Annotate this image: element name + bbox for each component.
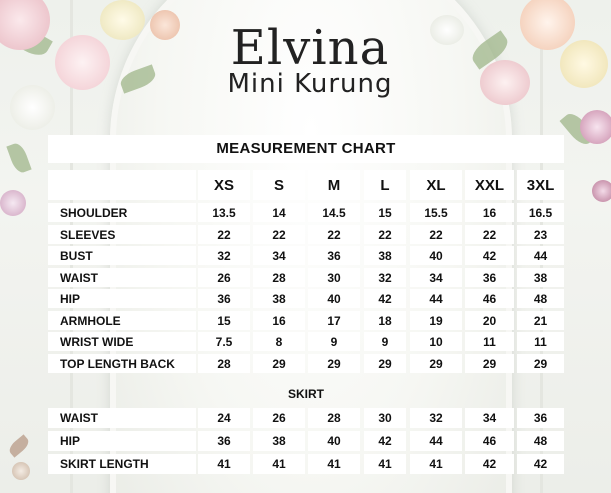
size-header-cell: XL — [410, 170, 462, 200]
measurement-cell: 28 — [253, 268, 305, 287]
row-label: BUST — [48, 246, 196, 265]
row-label: TOP LENGTH BACK — [48, 354, 196, 373]
measurement-cell: 29 — [253, 354, 305, 373]
measurement-cell: 22 — [253, 225, 305, 244]
skirt-measurement-cell: 40 — [308, 431, 360, 451]
skirt-measurement-cell: 44 — [410, 431, 462, 451]
measurement-cell: 17 — [308, 311, 360, 330]
measurement-cell: 36 — [308, 246, 360, 265]
skirt-measurement-cell: 34 — [465, 408, 514, 428]
measurement-cell: 38 — [253, 289, 305, 308]
flower-decoration — [592, 180, 611, 202]
measurement-cell: 42 — [364, 289, 406, 308]
measurement-cell: 34 — [253, 246, 305, 265]
leaf-decoration — [7, 434, 32, 457]
measurement-cell: 16 — [465, 203, 514, 222]
flower-decoration — [100, 0, 145, 40]
measurement-cell: 15 — [364, 203, 406, 222]
flower-decoration — [430, 15, 464, 45]
measurement-cell: 7.5 — [198, 332, 250, 351]
measurement-cell: 16.5 — [517, 203, 564, 222]
measurement-cell: 22 — [364, 225, 406, 244]
skirt-section-label: SKIRT — [288, 387, 324, 401]
skirt-measurement-cell: 26 — [253, 408, 305, 428]
brand-title: Elvina — [230, 20, 390, 76]
skirt-measurement-cell: 46 — [465, 431, 514, 451]
row-label: WRIST WIDE — [48, 332, 196, 351]
flower-decoration — [0, 190, 26, 216]
skirt-measurement-cell: 38 — [253, 431, 305, 451]
measurement-cell: 34 — [410, 268, 462, 287]
skirt-measurement-cell: 41 — [308, 454, 360, 474]
size-header-cell: XS — [198, 170, 250, 200]
row-label: HIP — [48, 289, 196, 308]
row-label: ARMHOLE — [48, 311, 196, 330]
brand-logo — [205, 22, 415, 98]
measurement-cell: 40 — [410, 246, 462, 265]
measurement-cell: 15.5 — [410, 203, 462, 222]
measurement-cell: 38 — [517, 268, 564, 287]
measurement-cell: 22 — [465, 225, 514, 244]
measurement-cell: 44 — [517, 246, 564, 265]
flower-decoration — [55, 35, 110, 90]
skirt-measurement-cell: 36 — [517, 408, 564, 428]
flower-decoration — [560, 40, 608, 88]
measurement-cell: 11 — [465, 332, 514, 351]
measurement-cell: 26 — [198, 268, 250, 287]
skirt-measurement-cell: 30 — [364, 408, 406, 428]
measurement-cell: 30 — [308, 268, 360, 287]
measurement-cell: 42 — [465, 246, 514, 265]
measurement-cell: 29 — [465, 354, 514, 373]
measurement-cell: 40 — [308, 289, 360, 308]
skirt-measurement-cell: 32 — [410, 408, 462, 428]
measurement-cell: 14 — [253, 203, 305, 222]
skirt-measurement-cell: 48 — [517, 431, 564, 451]
measurement-cell: 9 — [308, 332, 360, 351]
measurement-cell: 29 — [308, 354, 360, 373]
size-header-cell: S — [253, 170, 305, 200]
flower-decoration — [520, 0, 575, 50]
measurement-cell: 48 — [517, 289, 564, 308]
measurement-cell: 19 — [410, 311, 462, 330]
measurement-cell: 14.5 — [308, 203, 360, 222]
measurement-cell: 21 — [517, 311, 564, 330]
skirt-measurement-cell: 42 — [517, 454, 564, 474]
flower-decoration — [150, 10, 180, 40]
measurement-cell: 18 — [364, 311, 406, 330]
measurement-cell: 38 — [364, 246, 406, 265]
measurement-cell: 13.5 — [198, 203, 250, 222]
skirt-measurement-cell: 41 — [364, 454, 406, 474]
size-header-cell: XXL — [465, 170, 514, 200]
measurement-cell: 11 — [517, 332, 564, 351]
chart-title: MEASUREMENT CHART — [48, 135, 564, 163]
row-label: SLEEVES — [48, 225, 196, 244]
measurement-cell: 10 — [410, 332, 462, 351]
measurement-cell: 28 — [198, 354, 250, 373]
measurement-cell: 22 — [410, 225, 462, 244]
measurement-cell: 32 — [198, 246, 250, 265]
measurement-cell: 36 — [465, 268, 514, 287]
skirt-row-label: HIP — [48, 431, 196, 451]
measurement-cell: 9 — [364, 332, 406, 351]
size-header-cell: L — [364, 170, 406, 200]
brand-subtitle: Mini Kurung — [227, 69, 393, 99]
size-header-corner — [48, 170, 196, 200]
measurement-cell: 29 — [364, 354, 406, 373]
skirt-row-label: SKIRT LENGTH — [48, 454, 196, 474]
skirt-row-label: WAIST — [48, 408, 196, 428]
flower-decoration — [580, 110, 611, 144]
measurement-cell: 22 — [198, 225, 250, 244]
flower-decoration — [12, 462, 30, 480]
skirt-measurement-cell: 28 — [308, 408, 360, 428]
size-header-cell: M — [308, 170, 360, 200]
measurement-cell: 23 — [517, 225, 564, 244]
measurement-cell: 15 — [198, 311, 250, 330]
flower-decoration — [480, 60, 530, 105]
skirt-measurement-cell: 36 — [198, 431, 250, 451]
measurement-cell: 22 — [308, 225, 360, 244]
row-label: WAIST — [48, 268, 196, 287]
skirt-measurement-cell: 41 — [410, 454, 462, 474]
row-label: SHOULDER — [48, 203, 196, 222]
measurement-cell: 44 — [410, 289, 462, 308]
measurement-cell: 20 — [465, 311, 514, 330]
measurement-cell: 36 — [198, 289, 250, 308]
skirt-measurement-cell: 41 — [253, 454, 305, 474]
size-header-cell: 3XL — [517, 170, 564, 200]
measurement-cell: 32 — [364, 268, 406, 287]
leaf-decoration — [6, 141, 31, 175]
skirt-measurement-cell: 42 — [364, 431, 406, 451]
measurement-cell: 46 — [465, 289, 514, 308]
measurement-cell: 29 — [517, 354, 564, 373]
measurement-cell: 8 — [253, 332, 305, 351]
measurement-cell: 29 — [410, 354, 462, 373]
flower-decoration — [10, 85, 55, 130]
skirt-measurement-cell: 41 — [198, 454, 250, 474]
measurement-cell: 16 — [253, 311, 305, 330]
skirt-measurement-cell: 24 — [198, 408, 250, 428]
skirt-measurement-cell: 42 — [465, 454, 514, 474]
